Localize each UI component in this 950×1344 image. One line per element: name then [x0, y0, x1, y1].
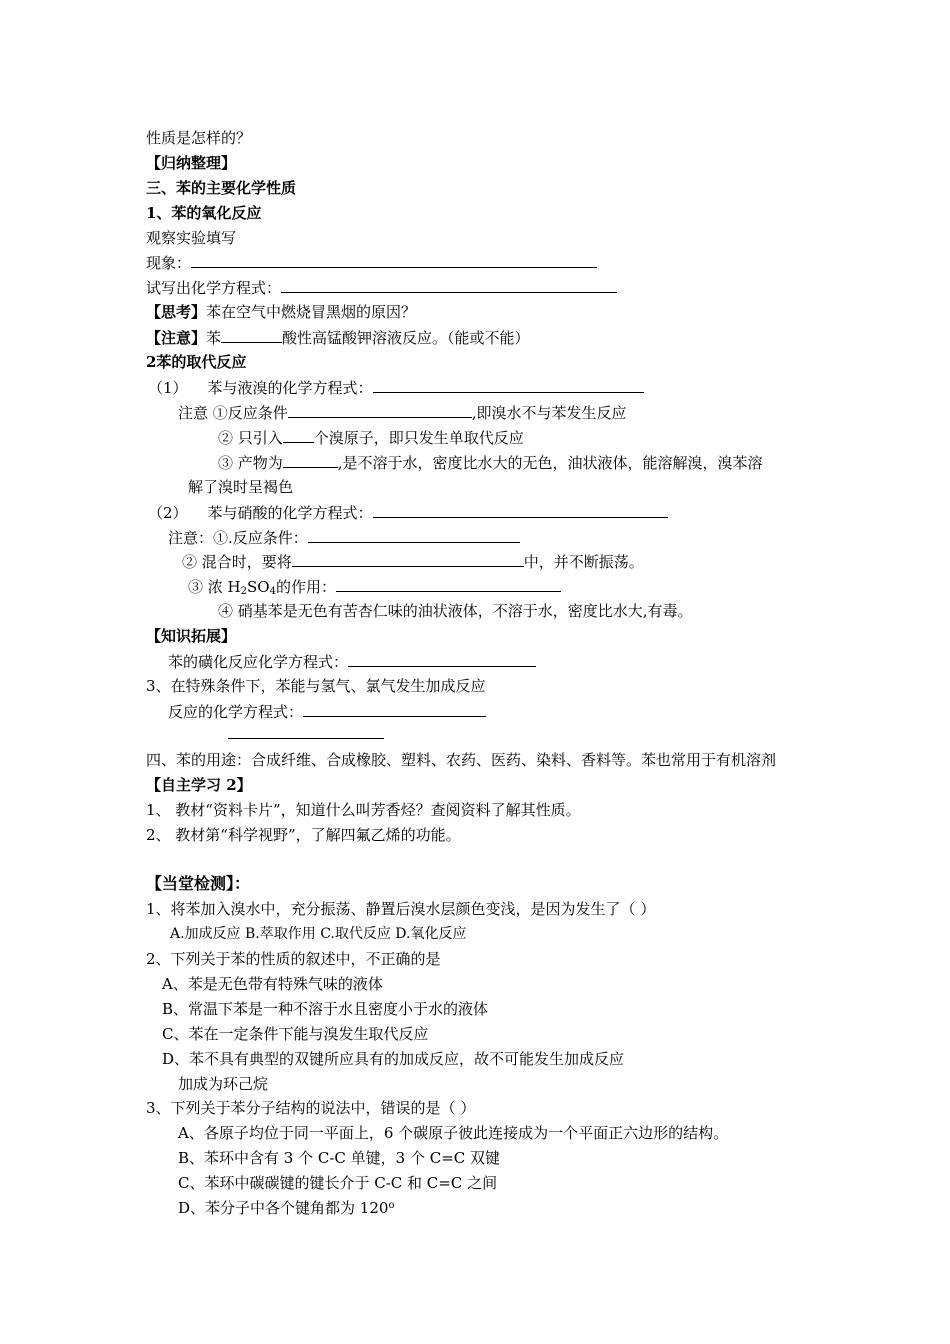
equation-label: 苯的磺化反应化学方程式：	[168, 653, 349, 671]
answer-blank	[303, 701, 486, 717]
text-line: 2、 教材第“科学视野”，了解四氟乙烯的功能。	[146, 826, 461, 844]
note-text: ③ 浓 H	[188, 578, 241, 596]
phenomenon-line	[146, 252, 597, 273]
note-text: 中，并不断振荡。	[523, 553, 644, 571]
think-text: 苯在空气中燃烧冒黑烟的原因？	[206, 303, 417, 321]
answer-blank	[308, 527, 520, 543]
sulfonation-line	[168, 651, 536, 672]
answer-blank	[221, 327, 282, 343]
item-number: （2）	[148, 504, 188, 522]
option-line: A、苯是无色带有特殊气味的液体	[162, 975, 383, 993]
note-line: ④ 硝基苯是无色有苦杏仁味的油状液体，不溶于水，密度比水大,有毒。	[218, 602, 693, 620]
equation-label: 试写出化学方程式：	[146, 279, 282, 297]
bromine-equation-line	[148, 377, 644, 398]
option-line: C、苯在一定条件下能与溴发生取代反应	[162, 1025, 429, 1043]
subscript: 4	[269, 586, 276, 597]
question-line: 1、将苯加入溴水中，充分振荡、静置后溴水层颜色变浅，是因为发生了（ ）	[146, 900, 656, 918]
section-heading: 三、苯的主要化学性质	[146, 179, 297, 197]
addition-equation-line	[168, 701, 486, 722]
answer-blank	[281, 277, 617, 293]
question-line: 3、下列关于苯分子结构的说法中，错误的是（ ）	[146, 1099, 476, 1117]
equation-label: 苯与液溴的化学方程式：	[207, 379, 373, 397]
section-heading: 【当堂检测】：	[146, 874, 251, 893]
answer-blank	[288, 402, 472, 418]
note-line	[218, 427, 524, 448]
note-line	[168, 527, 520, 548]
option-line: B、常温下苯是一种不溶于水且密度小于水的液体	[162, 1000, 489, 1018]
note-line	[146, 327, 530, 348]
equation-label: 反应的化学方程式：	[168, 703, 304, 721]
answer-blank	[191, 252, 597, 268]
question-line: 2、下列关于苯的性质的叙述中，不正确的是	[146, 950, 441, 968]
note-text: 苯	[206, 329, 222, 347]
answer-blank	[373, 377, 644, 393]
option-text: D、苯分子中各个键角都为 120	[178, 1199, 389, 1217]
option-line: D、苯不具有典型的双键所应具有的加成反应，故不可能发生加成反应	[162, 1050, 625, 1068]
text-line: 观察实验填写	[146, 229, 237, 247]
section-heading: 【自主学习 2】	[146, 776, 252, 794]
think-line	[146, 302, 416, 322]
note-text: ③ 产物为	[218, 454, 283, 472]
answer-blank	[292, 551, 524, 567]
note-text: ,是不溶于水，密度比水大的无色，油状液体，能溶解溴，溴苯溶	[337, 454, 763, 472]
note-line	[178, 402, 627, 423]
answer-blank	[373, 502, 668, 518]
note-text: 注意：①.反应条件：	[168, 529, 308, 547]
option-line: A、各原子均位于同一平面上，6 个碳原子彼此连接成为一个平面正六边形的结构。	[178, 1124, 729, 1142]
note-tag: 【注意】	[146, 329, 207, 347]
phenomenon-label: 现象：	[146, 254, 192, 272]
equation-label: 苯与硝酸的化学方程式：	[207, 504, 373, 522]
note-text: 酸性高锰酸钾溶液反应。（能或不能）	[282, 329, 530, 347]
note-text: 的作用：	[275, 578, 336, 596]
note-text: 个溴原子，即只发生单取代反应	[313, 429, 524, 447]
note-line	[182, 551, 644, 572]
text-line: 1、 教材“资料卡片”，知道什么叫芳香烃？查阅资料了解其性质。	[146, 801, 581, 819]
note-line	[188, 576, 561, 597]
text-line: 3、在特殊条件下，苯能与氢气、氯气发生加成反应	[146, 677, 486, 695]
subsection-heading: 1、苯的氧化反应	[146, 204, 262, 222]
degree-sign: o	[388, 1200, 395, 1211]
answer-blank-line	[228, 738, 384, 739]
answer-blank	[348, 651, 536, 667]
subsection-heading: 2苯的取代反应	[146, 353, 247, 371]
note-text: 注意 ①反应条件	[178, 404, 288, 422]
options-line: A.加成反应 B.萃取作用 C.取代反应 D.氧化反应	[170, 926, 467, 942]
subscript: 2	[240, 586, 247, 597]
text-line: 解了溴时呈褐色	[188, 478, 294, 496]
section-heading: 【知识拓展】	[146, 627, 237, 645]
text-line: 性质是怎样的？	[146, 129, 252, 147]
section-heading: 【归纳整理】	[146, 154, 237, 172]
note-text: ② 只引入	[218, 429, 283, 447]
answer-blank	[336, 576, 561, 592]
answer-blank	[283, 427, 314, 443]
option-line	[178, 1198, 394, 1218]
text-line: 四、苯的用途：合成纤维、合成橡胶、塑料、农药、医药、染料、香料等。苯也常用于有机溶剂	[146, 751, 777, 769]
text-line: 加成为环己烷	[178, 1075, 269, 1093]
think-tag: 【思考】	[146, 303, 207, 321]
note-text: SO	[247, 578, 270, 596]
item-number: （1）	[148, 379, 188, 397]
note-text: ,即溴水不与苯发生反应	[471, 404, 627, 422]
nitric-equation-line	[148, 502, 668, 523]
option-line: B、苯环中含有 3 个 C-C 单键，3 个 C=C 双键	[178, 1149, 501, 1167]
answer-blank	[283, 452, 338, 468]
equation-line	[146, 277, 617, 298]
option-line: C、苯环中碳碳键的键长介于 C-C 和 C=C 之间	[178, 1174, 498, 1192]
note-text: ② 混合时，要将	[182, 553, 292, 571]
note-line	[218, 452, 763, 473]
